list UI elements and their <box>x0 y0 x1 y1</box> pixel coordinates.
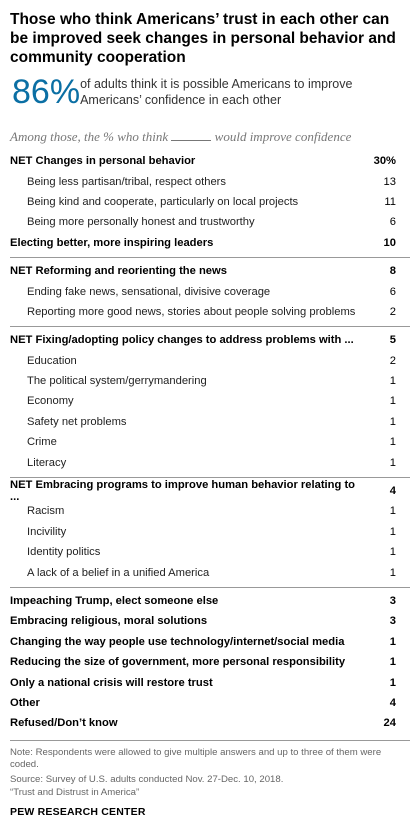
row-value: 1 <box>389 656 396 669</box>
group-divider <box>10 326 410 327</box>
table-row <box>10 233 410 253</box>
table-row <box>10 151 410 171</box>
row-value: 30% <box>373 155 396 168</box>
row-label: Crime <box>27 436 57 449</box>
row-label: Safety net problems <box>27 415 127 428</box>
row-value: 3 <box>389 595 396 607</box>
table-row <box>10 652 410 672</box>
table-row <box>10 452 410 472</box>
table-row <box>10 412 410 432</box>
row-label: Ending fake news, sensational, divisive coverage <box>27 285 271 298</box>
row-label: The political system/gerrymandering <box>27 375 207 388</box>
table-row <box>10 351 410 371</box>
row-label: A lack of a belief in a unified America <box>27 566 210 579</box>
subhead-pre: Among those, the % who think <box>10 129 169 144</box>
table-row <box>10 261 410 281</box>
group-divider <box>10 587 410 588</box>
table-row <box>10 693 410 713</box>
footer-divider <box>10 740 410 741</box>
footer-notes <box>10 747 410 799</box>
row-value: 4 <box>389 485 396 498</box>
group-divider <box>10 257 410 258</box>
row-value: 1 <box>389 415 396 428</box>
row-value: 6 <box>389 285 396 298</box>
row-value: 2 <box>389 354 396 367</box>
row-label: Literacy <box>27 456 67 469</box>
row-value: 4 <box>389 696 396 709</box>
row-label: Impeaching Trump, elect someone else <box>10 595 219 607</box>
row-value: 1 <box>389 456 396 469</box>
table-row <box>10 611 410 631</box>
table-subhead <box>10 129 410 145</box>
hero-value: 86% <box>12 73 81 111</box>
table-row <box>10 302 410 322</box>
row-label: Being kind and cooperate, particularly on local projects <box>27 195 299 208</box>
table-row <box>10 672 410 692</box>
row-value: 1 <box>389 676 396 689</box>
row-label: Economy <box>27 395 74 408</box>
row-label: Education <box>27 354 77 367</box>
table-row <box>10 330 410 350</box>
row-label: Being more personally honest and trustworthy <box>27 216 255 229</box>
table-row <box>10 632 410 652</box>
row-label: Only a national crisis will restore trust <box>10 676 213 689</box>
row-value: 11 <box>384 195 396 208</box>
table-row <box>10 371 410 391</box>
row-label: Reporting more good news, stories about people solving problems <box>27 305 356 318</box>
table-row <box>10 522 410 542</box>
footnote: Note: Respondents were allowed to give multiple answers and up to three of them were coded. <box>10 746 382 770</box>
row-label: NET Embracing programs to improve human behavior relating to ... <box>10 479 356 504</box>
row-label: Reducing the size of government, more personal responsibility <box>10 656 346 669</box>
row-label: NET Changes in personal behavior <box>10 155 196 168</box>
row-label: Other <box>10 696 40 709</box>
table-row <box>10 542 410 562</box>
row-value: 5 <box>389 334 396 347</box>
source-line: Source: Survey of U.S. adults conducted Nov. 27-Dec. 10, 2018. <box>10 773 284 785</box>
table-row <box>10 192 410 212</box>
hero-text: of adults think it is possible Americans to improve Americans’ confidence in each other <box>80 77 353 107</box>
row-value: 1 <box>389 375 396 388</box>
table-row <box>10 281 410 301</box>
hero-stat <box>10 75 410 115</box>
row-value: 13 <box>383 175 396 188</box>
row-label: Changing the way people use technology/internet/social media <box>10 635 345 648</box>
row-value: 1 <box>389 546 396 559</box>
row-label: Identity politics <box>27 546 101 559</box>
group-divider <box>10 477 410 478</box>
report-line: “Trust and Distrust in America” <box>10 786 140 798</box>
row-label: Incivility <box>27 525 67 538</box>
row-value: 2 <box>389 305 396 318</box>
row-label: Racism <box>27 505 65 518</box>
row-value: 6 <box>389 216 396 229</box>
table-row <box>10 479 410 504</box>
table-row <box>10 562 410 582</box>
row-value: 1 <box>389 395 396 408</box>
table-row <box>10 591 410 611</box>
table-row <box>10 212 410 232</box>
row-value: 1 <box>389 566 396 579</box>
row-label: Refused/Don’t know <box>10 717 118 730</box>
row-value: 24 <box>383 717 396 730</box>
org-name: PEW RESEARCH CENTER <box>10 805 146 818</box>
row-label: Embracing religious, moral solutions <box>10 615 208 628</box>
table-row <box>10 432 410 452</box>
subhead-blank <box>171 140 211 141</box>
row-value: 3 <box>389 615 396 628</box>
row-value: 1 <box>389 505 396 518</box>
row-value: 1 <box>389 436 396 449</box>
table-row <box>10 713 410 733</box>
row-label: Electing better, more inspiring leaders <box>10 236 214 249</box>
response-table <box>10 151 410 734</box>
row-value: 8 <box>389 265 396 278</box>
row-label: NET Fixing/adopting policy changes to address problems with ... <box>10 334 354 347</box>
row-value: 10 <box>383 236 396 249</box>
row-value: 1 <box>389 635 396 648</box>
table-row <box>10 391 410 411</box>
row-label: Being less partisan/tribal, respect others <box>27 175 226 188</box>
subhead-post: would improve confidence <box>214 129 352 144</box>
chart-title: Those who think Americans’ trust in each other can be improved seek changes in personal behavior and community cooperation <box>10 11 396 66</box>
row-label: NET Reforming and reorienting the news <box>10 265 227 278</box>
table-row <box>10 171 410 191</box>
row-value: 1 <box>389 525 396 538</box>
table-row <box>10 501 410 521</box>
